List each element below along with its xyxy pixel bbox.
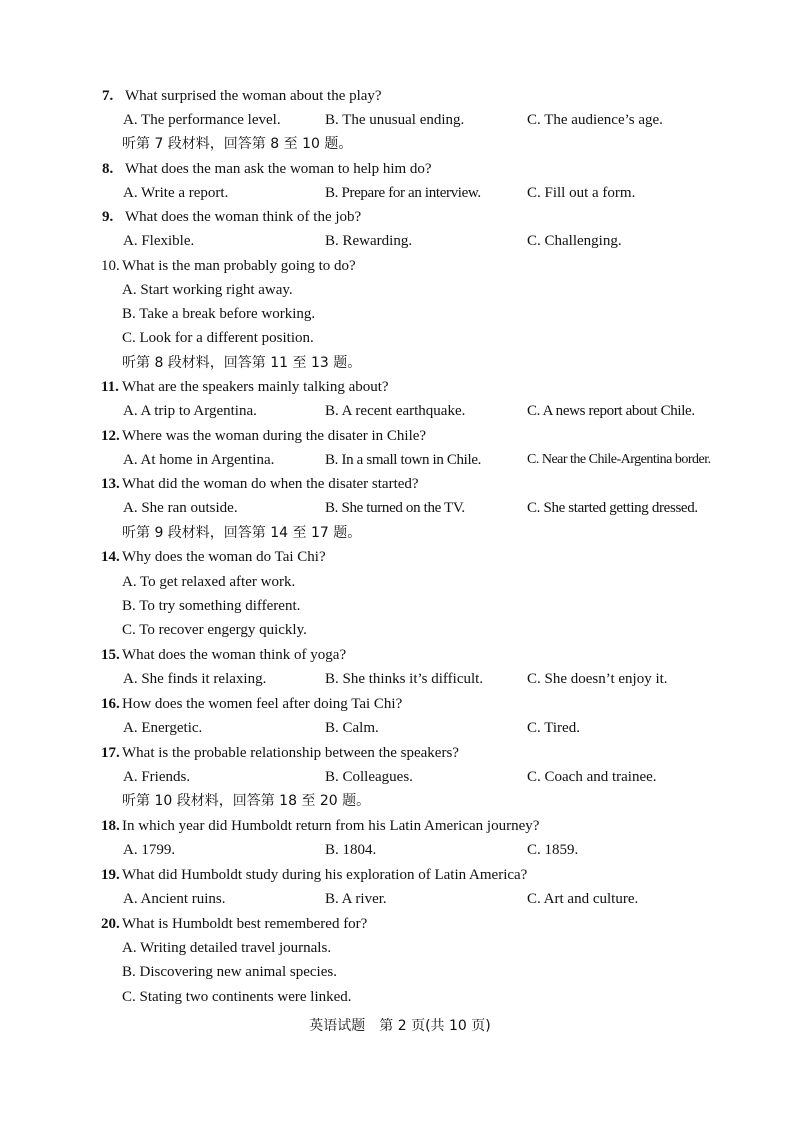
options-15	[0, 667, 800, 691]
option-b: B. Discovering new animal species.	[122, 964, 337, 980]
option-b: B. She thinks it’s difficult.	[325, 671, 484, 687]
question-text: What is the man probably going to do?	[122, 258, 356, 274]
page-footer: 英语试题 第 2 页(共 10 页)	[309, 1018, 491, 1034]
question-number: 8.	[102, 161, 114, 177]
section-instruction-8	[0, 351, 800, 375]
question-number: 20.	[101, 916, 120, 932]
section-instruction-9	[0, 521, 800, 545]
question-number: 17.	[101, 745, 120, 761]
option-c: C. To recover engergy quickly.	[122, 622, 307, 638]
option-a: A. Friends.	[123, 769, 191, 785]
option-c: C. Fill out a form.	[527, 185, 636, 201]
option-14-a	[0, 570, 800, 594]
option-c: C. She started getting dressed.	[527, 500, 698, 516]
option-c: C. 1859.	[527, 842, 579, 858]
option-a: A. Ancient ruins.	[123, 891, 226, 907]
question-9	[0, 205, 800, 229]
question-13	[0, 472, 800, 496]
options-11	[0, 399, 800, 423]
section-instruction-7	[0, 132, 800, 156]
question-8	[0, 157, 800, 181]
question-number: 19.	[101, 867, 120, 883]
options-17	[0, 765, 800, 789]
question-text: What is the probable relationship between the speakers?	[122, 745, 459, 761]
options-18	[0, 838, 800, 862]
question-text: What does the woman think of the job?	[125, 209, 362, 225]
question-number: 11.	[101, 379, 119, 395]
options-9	[0, 229, 800, 253]
option-a: A. Write a report.	[123, 185, 229, 201]
option-b: B. Calm.	[325, 720, 379, 736]
question-text: What surprised the woman about the play?	[125, 88, 382, 104]
section-instruction-text: 听第 8 段材料，回答第 11 至 13 题。	[122, 355, 362, 371]
question-text: Where was the woman during the disater in Chile?	[122, 428, 427, 444]
section-instruction-text: 听第 10 段材料，回答第 18 至 20 题。	[122, 793, 371, 809]
question-text: In which year did Humboldt return from his Latin American journey?	[122, 818, 540, 834]
question-17	[0, 741, 800, 765]
option-c: C. Challenging.	[527, 233, 622, 249]
question-15	[0, 643, 800, 667]
option-c: C. The audience’s age.	[527, 112, 663, 128]
question-text: What did the woman do when the disater started?	[122, 476, 419, 492]
option-a: A. She ran outside.	[123, 500, 238, 516]
option-c: C. A news report about Chile.	[527, 403, 695, 419]
option-c: C. Stating two continents were linked.	[122, 989, 352, 1005]
option-14-c	[0, 618, 800, 642]
option-14-b	[0, 594, 800, 618]
options-8	[0, 181, 800, 205]
question-text: What are the speakers mainly talking about?	[122, 379, 389, 395]
option-b: B. A river.	[325, 891, 387, 907]
question-text: What is Humboldt best remembered for?	[122, 916, 368, 932]
option-c: C. Tired.	[527, 720, 580, 736]
section-instruction-text: 听第 9 段材料，回答第 14 至 17 题。	[122, 525, 362, 541]
option-b: B. In a small town in Chile.	[325, 452, 482, 468]
option-20-a	[0, 936, 800, 960]
option-10-c	[0, 326, 800, 350]
question-14	[0, 545, 800, 569]
option-b: B. She turned on the TV.	[325, 500, 465, 516]
question-number: 9.	[102, 209, 114, 225]
option-b: B. A recent earthquake.	[325, 403, 466, 419]
option-a: A. At home in Argentina.	[123, 452, 275, 468]
option-a: A. Flexible.	[123, 233, 195, 249]
option-b: B. Prepare for an interview.	[325, 185, 481, 201]
options-19	[0, 887, 800, 911]
question-number: 18.	[101, 818, 120, 834]
option-a: A. 1799.	[123, 842, 176, 858]
question-10	[0, 254, 800, 278]
option-b: B. The unusual ending.	[325, 112, 465, 128]
question-number: 7.	[102, 88, 114, 104]
option-10-b	[0, 302, 800, 326]
option-a: A. A trip to Argentina.	[123, 403, 257, 419]
question-number: 16.	[101, 696, 120, 712]
option-b: B. Rewarding.	[325, 233, 413, 249]
options-12	[0, 448, 800, 472]
question-20	[0, 912, 800, 936]
option-b: B. To try something different.	[122, 598, 301, 614]
question-19	[0, 863, 800, 887]
question-text: What does the woman think of yoga?	[122, 647, 347, 663]
option-a: A. Start working right away.	[122, 282, 293, 298]
option-b: B. Take a break before working.	[122, 306, 316, 322]
option-c: C. Coach and trainee.	[527, 769, 657, 785]
question-text: What did Humboldt study during his exploration of Latin America?	[122, 867, 528, 883]
question-11	[0, 375, 800, 399]
option-20-b	[0, 960, 800, 984]
question-text: What does the man ask the woman to help him do?	[125, 161, 432, 177]
option-a: A. Energetic.	[123, 720, 203, 736]
option-20-c	[0, 985, 800, 1009]
question-number: 14.	[101, 549, 120, 565]
options-7	[0, 108, 800, 132]
question-number: 12.	[101, 428, 120, 444]
option-10-a	[0, 278, 800, 302]
option-b: B. Colleagues.	[325, 769, 413, 785]
question-12	[0, 424, 800, 448]
option-c: C. Art and culture.	[527, 891, 639, 907]
options-13	[0, 496, 800, 520]
option-a: A. She finds it relaxing.	[123, 671, 267, 687]
option-c: C. Near the Chile-Argentina border.	[527, 452, 711, 467]
option-a: A. The performance level.	[123, 112, 281, 128]
option-b: B. 1804.	[325, 842, 377, 858]
option-c: C. She doesn’t enjoy it.	[527, 671, 668, 687]
question-number: 15.	[101, 647, 120, 663]
question-text: Why does the woman do Tai Chi?	[122, 549, 326, 565]
option-c: C. Look for a different position.	[122, 330, 314, 346]
question-number: 10.	[101, 258, 120, 274]
question-16	[0, 692, 800, 716]
question-text: How does the women feel after doing Tai Chi?	[122, 696, 403, 712]
options-16	[0, 716, 800, 740]
option-a: A. To get relaxed after work.	[122, 574, 296, 590]
option-a: A. Writing detailed travel journals.	[122, 940, 332, 956]
question-18	[0, 814, 800, 838]
question-7	[0, 84, 800, 108]
question-number: 13.	[101, 476, 120, 492]
section-instruction-10	[0, 789, 800, 813]
section-instruction-text: 听第 7 段材料，回答第 8 至 10 题。	[122, 136, 353, 152]
